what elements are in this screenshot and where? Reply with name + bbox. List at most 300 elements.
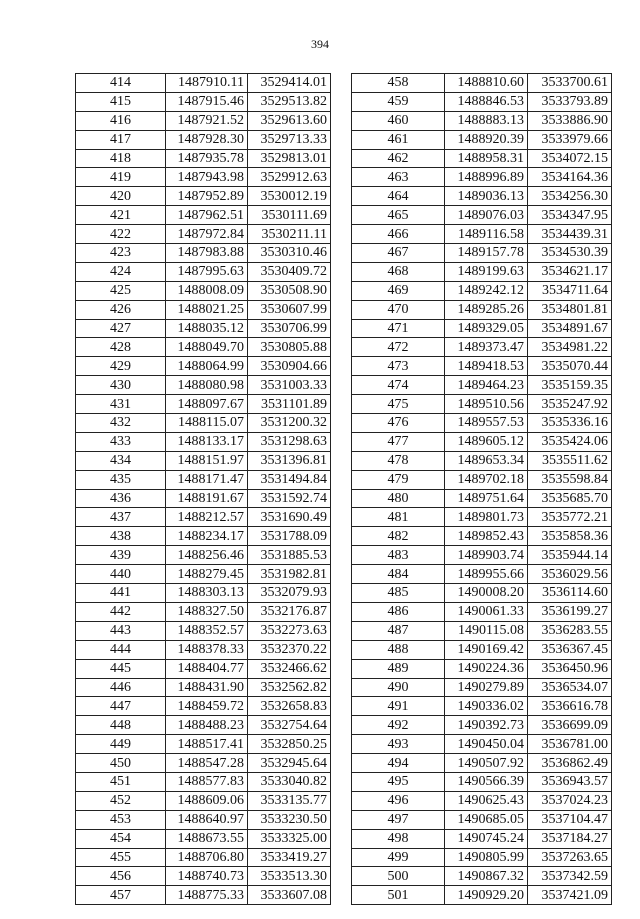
point-number-cell: 460 — [352, 111, 445, 130]
table-row — [76, 414, 331, 433]
point-number-cell: 481 — [352, 508, 445, 527]
x-coordinate-cell: 1490929.20 — [445, 886, 528, 905]
point-number-cell: 486 — [352, 602, 445, 621]
point-number-cell: 474 — [352, 376, 445, 395]
point-number-cell: 429 — [76, 357, 166, 376]
point-number-cell: 497 — [352, 810, 445, 829]
point-number-cell: 462 — [352, 149, 445, 168]
y-coordinate-cell: 3530805.88 — [248, 338, 331, 357]
x-coordinate-cell: 1490224.36 — [445, 659, 528, 678]
table-row — [76, 640, 331, 659]
table-row — [352, 395, 612, 414]
point-number-cell: 470 — [352, 300, 445, 319]
y-coordinate-cell: 3532562.82 — [248, 678, 331, 697]
x-coordinate-cell: 1490392.73 — [445, 716, 528, 735]
y-coordinate-cell: 3533607.08 — [248, 886, 331, 905]
x-coordinate-cell: 1488049.70 — [166, 338, 248, 357]
x-coordinate-cell: 1488256.46 — [166, 546, 248, 565]
point-number-cell: 430 — [76, 376, 166, 395]
point-number-cell: 468 — [352, 262, 445, 281]
x-coordinate-cell: 1489076.03 — [445, 206, 528, 225]
y-coordinate-cell: 3531494.84 — [248, 470, 331, 489]
y-coordinate-cell: 3532658.83 — [248, 697, 331, 716]
x-coordinate-cell: 1488517.41 — [166, 735, 248, 754]
x-coordinate-cell: 1488609.06 — [166, 791, 248, 810]
table-row — [76, 470, 331, 489]
y-coordinate-cell: 3536943.57 — [528, 772, 612, 791]
x-coordinate-cell: 1488064.99 — [166, 357, 248, 376]
y-coordinate-cell: 3535070.44 — [528, 357, 612, 376]
point-number-cell: 440 — [76, 565, 166, 584]
table-row — [76, 262, 331, 281]
table-row — [352, 74, 612, 93]
y-coordinate-cell: 3533325.00 — [248, 829, 331, 848]
x-coordinate-cell: 1488133.17 — [166, 432, 248, 451]
point-number-cell: 454 — [76, 829, 166, 848]
table-row — [352, 697, 612, 716]
y-coordinate-cell: 3532273.63 — [248, 621, 331, 640]
table-row — [352, 281, 612, 300]
y-coordinate-cell: 3535336.16 — [528, 414, 612, 433]
point-number-cell: 456 — [76, 867, 166, 886]
y-coordinate-cell: 3533419.27 — [248, 848, 331, 867]
x-coordinate-cell: 1488080.98 — [166, 376, 248, 395]
table-row — [76, 357, 331, 376]
y-coordinate-cell: 3530607.99 — [248, 300, 331, 319]
x-coordinate-cell: 1488640.97 — [166, 810, 248, 829]
table-row — [76, 527, 331, 546]
point-number-cell: 494 — [352, 754, 445, 773]
table-row — [352, 527, 612, 546]
point-number-cell: 458 — [352, 74, 445, 93]
x-coordinate-cell: 1487921.52 — [166, 111, 248, 130]
table-row — [352, 149, 612, 168]
table-row — [76, 584, 331, 603]
table-row — [352, 432, 612, 451]
table-row — [76, 772, 331, 791]
x-coordinate-cell: 1488303.13 — [166, 584, 248, 603]
point-number-cell: 428 — [76, 338, 166, 357]
y-coordinate-cell: 3531982.81 — [248, 565, 331, 584]
point-number-cell: 496 — [352, 791, 445, 810]
x-coordinate-cell: 1488035.12 — [166, 319, 248, 338]
x-coordinate-cell: 1489955.66 — [445, 565, 528, 584]
point-number-cell: 469 — [352, 281, 445, 300]
table-row — [352, 791, 612, 810]
point-number-cell: 457 — [76, 886, 166, 905]
point-number-cell: 484 — [352, 565, 445, 584]
y-coordinate-cell: 3537024.23 — [528, 791, 612, 810]
table-row — [76, 300, 331, 319]
y-coordinate-cell: 3535685.70 — [528, 489, 612, 508]
point-number-cell: 425 — [76, 281, 166, 300]
x-coordinate-cell: 1487995.63 — [166, 262, 248, 281]
point-number-cell: 424 — [76, 262, 166, 281]
y-coordinate-cell: 3530310.46 — [248, 244, 331, 263]
table-row — [352, 338, 612, 357]
coordinates-table-right — [351, 73, 612, 905]
x-coordinate-cell: 1488279.45 — [166, 565, 248, 584]
table-row — [76, 791, 331, 810]
table-row — [352, 414, 612, 433]
x-coordinate-cell: 1488488.23 — [166, 716, 248, 735]
point-number-cell: 439 — [76, 546, 166, 565]
x-coordinate-cell: 1487910.11 — [166, 74, 248, 93]
table-row — [352, 678, 612, 697]
table-row — [352, 735, 612, 754]
point-number-cell: 471 — [352, 319, 445, 338]
table-row — [76, 848, 331, 867]
y-coordinate-cell: 3537421.09 — [528, 886, 612, 905]
y-coordinate-cell: 3535772.21 — [528, 508, 612, 527]
y-coordinate-cell: 3534801.81 — [528, 300, 612, 319]
y-coordinate-cell: 3530211.11 — [248, 225, 331, 244]
point-number-cell: 464 — [352, 187, 445, 206]
point-number-cell: 485 — [352, 584, 445, 603]
y-coordinate-cell: 3532370.22 — [248, 640, 331, 659]
x-coordinate-cell: 1488431.90 — [166, 678, 248, 697]
table-row — [352, 546, 612, 565]
point-number-cell: 417 — [76, 130, 166, 149]
page-number: 394 — [311, 37, 329, 51]
table-row — [76, 886, 331, 905]
y-coordinate-cell: 3531298.63 — [248, 432, 331, 451]
point-number-cell: 477 — [352, 432, 445, 451]
x-coordinate-cell: 1488459.72 — [166, 697, 248, 716]
table-row — [76, 659, 331, 678]
point-number-cell: 437 — [76, 508, 166, 527]
x-coordinate-cell: 1488151.97 — [166, 451, 248, 470]
point-number-cell: 427 — [76, 319, 166, 338]
y-coordinate-cell: 3529513.82 — [248, 92, 331, 111]
x-coordinate-cell: 1489605.12 — [445, 432, 528, 451]
table-row — [352, 659, 612, 678]
y-coordinate-cell: 3533886.90 — [528, 111, 612, 130]
y-coordinate-cell: 3534891.67 — [528, 319, 612, 338]
coordinates-table-right-body — [352, 74, 612, 905]
table-row — [76, 867, 331, 886]
y-coordinate-cell: 3536114.60 — [528, 584, 612, 603]
table-row — [76, 92, 331, 111]
y-coordinate-cell: 3531003.33 — [248, 376, 331, 395]
table-row — [76, 111, 331, 130]
point-number-cell: 415 — [76, 92, 166, 111]
y-coordinate-cell: 3533513.30 — [248, 867, 331, 886]
table-row — [76, 602, 331, 621]
x-coordinate-cell: 1489903.74 — [445, 546, 528, 565]
point-number-cell: 441 — [76, 584, 166, 603]
y-coordinate-cell: 3536367.45 — [528, 640, 612, 659]
point-number-cell: 453 — [76, 810, 166, 829]
table-row — [76, 168, 331, 187]
x-coordinate-cell: 1489285.26 — [445, 300, 528, 319]
point-number-cell: 488 — [352, 640, 445, 659]
y-coordinate-cell: 3536699.09 — [528, 716, 612, 735]
point-number-cell: 482 — [352, 527, 445, 546]
x-coordinate-cell: 1490867.32 — [445, 867, 528, 886]
y-coordinate-cell: 3533040.82 — [248, 772, 331, 791]
point-number-cell: 452 — [76, 791, 166, 810]
x-coordinate-cell: 1489329.05 — [445, 319, 528, 338]
y-coordinate-cell: 3536283.55 — [528, 621, 612, 640]
table-row — [76, 678, 331, 697]
point-number-cell: 433 — [76, 432, 166, 451]
y-coordinate-cell: 3534439.31 — [528, 225, 612, 244]
y-coordinate-cell: 3530409.72 — [248, 262, 331, 281]
coordinates-table-left-body — [76, 74, 331, 905]
point-number-cell: 416 — [76, 111, 166, 130]
y-coordinate-cell: 3534981.22 — [528, 338, 612, 357]
x-coordinate-cell: 1488920.39 — [445, 130, 528, 149]
table-row — [352, 187, 612, 206]
point-number-cell: 436 — [76, 489, 166, 508]
point-number-cell: 434 — [76, 451, 166, 470]
point-number-cell: 448 — [76, 716, 166, 735]
y-coordinate-cell: 3535858.36 — [528, 527, 612, 546]
table-row — [352, 168, 612, 187]
table-row — [352, 319, 612, 338]
table-row — [352, 886, 612, 905]
x-coordinate-cell: 1489510.56 — [445, 395, 528, 414]
table-row — [352, 262, 612, 281]
x-coordinate-cell: 1489199.63 — [445, 262, 528, 281]
x-coordinate-cell: 1488212.57 — [166, 508, 248, 527]
point-number-cell: 475 — [352, 395, 445, 414]
x-coordinate-cell: 1487928.30 — [166, 130, 248, 149]
x-coordinate-cell: 1488740.73 — [166, 867, 248, 886]
y-coordinate-cell: 3533979.66 — [528, 130, 612, 149]
point-number-cell: 472 — [352, 338, 445, 357]
y-coordinate-cell: 3531592.74 — [248, 489, 331, 508]
point-number-cell: 432 — [76, 414, 166, 433]
table-row — [76, 508, 331, 527]
table-row — [76, 395, 331, 414]
table-row — [76, 829, 331, 848]
table-row — [76, 319, 331, 338]
point-number-cell: 447 — [76, 697, 166, 716]
x-coordinate-cell: 1489801.73 — [445, 508, 528, 527]
x-coordinate-cell: 1488008.09 — [166, 281, 248, 300]
y-coordinate-cell: 3534711.64 — [528, 281, 612, 300]
y-coordinate-cell: 3530508.90 — [248, 281, 331, 300]
y-coordinate-cell: 3531690.49 — [248, 508, 331, 527]
y-coordinate-cell: 3536029.56 — [528, 565, 612, 584]
x-coordinate-cell: 1490685.05 — [445, 810, 528, 829]
table-row — [76, 621, 331, 640]
table-row — [352, 111, 612, 130]
point-number-cell: 490 — [352, 678, 445, 697]
table-row — [352, 640, 612, 659]
y-coordinate-cell: 3532176.87 — [248, 602, 331, 621]
x-coordinate-cell: 1490450.04 — [445, 735, 528, 754]
x-coordinate-cell: 1489557.53 — [445, 414, 528, 433]
x-coordinate-cell: 1489157.78 — [445, 244, 528, 263]
table-row — [352, 225, 612, 244]
table-row — [352, 754, 612, 773]
y-coordinate-cell: 3532850.25 — [248, 735, 331, 754]
table-row — [352, 867, 612, 886]
x-coordinate-cell: 1489751.64 — [445, 489, 528, 508]
y-coordinate-cell: 3534164.36 — [528, 168, 612, 187]
table-row — [76, 206, 331, 225]
y-coordinate-cell: 3533793.89 — [528, 92, 612, 111]
table-row — [76, 244, 331, 263]
x-coordinate-cell: 1488577.83 — [166, 772, 248, 791]
x-coordinate-cell: 1490115.08 — [445, 621, 528, 640]
table-row — [352, 206, 612, 225]
point-number-cell: 414 — [76, 74, 166, 93]
y-coordinate-cell: 3537263.65 — [528, 848, 612, 867]
x-coordinate-cell: 1488547.28 — [166, 754, 248, 773]
point-number-cell: 421 — [76, 206, 166, 225]
table-row — [352, 376, 612, 395]
point-number-cell: 467 — [352, 244, 445, 263]
x-coordinate-cell: 1489852.43 — [445, 527, 528, 546]
table-row — [76, 451, 331, 470]
y-coordinate-cell: 3529713.33 — [248, 130, 331, 149]
x-coordinate-cell: 1488996.89 — [445, 168, 528, 187]
x-coordinate-cell: 1488958.31 — [445, 149, 528, 168]
x-coordinate-cell: 1487915.46 — [166, 92, 248, 111]
x-coordinate-cell: 1489373.47 — [445, 338, 528, 357]
table-row — [76, 338, 331, 357]
point-number-cell: 438 — [76, 527, 166, 546]
table-row — [352, 92, 612, 111]
y-coordinate-cell: 3535159.35 — [528, 376, 612, 395]
point-number-cell: 442 — [76, 602, 166, 621]
table-row — [352, 848, 612, 867]
y-coordinate-cell: 3536199.27 — [528, 602, 612, 621]
point-number-cell: 450 — [76, 754, 166, 773]
table-row — [76, 716, 331, 735]
y-coordinate-cell: 3535944.14 — [528, 546, 612, 565]
y-coordinate-cell: 3533230.50 — [248, 810, 331, 829]
point-number-cell: 455 — [76, 848, 166, 867]
table-row — [76, 697, 331, 716]
table-row — [352, 244, 612, 263]
y-coordinate-cell: 3537184.27 — [528, 829, 612, 848]
x-coordinate-cell: 1488810.60 — [445, 74, 528, 93]
table-row — [76, 74, 331, 93]
table-row — [76, 187, 331, 206]
table-row — [76, 225, 331, 244]
coordinates-table-left — [75, 73, 331, 905]
table-row — [76, 810, 331, 829]
y-coordinate-cell: 3534347.95 — [528, 206, 612, 225]
point-number-cell: 418 — [76, 149, 166, 168]
y-coordinate-cell: 3532466.62 — [248, 659, 331, 678]
table-row — [352, 357, 612, 376]
x-coordinate-cell: 1488191.67 — [166, 489, 248, 508]
x-coordinate-cell: 1489036.13 — [445, 187, 528, 206]
x-coordinate-cell: 1488883.13 — [445, 111, 528, 130]
x-coordinate-cell: 1489653.34 — [445, 451, 528, 470]
point-number-cell: 473 — [352, 357, 445, 376]
x-coordinate-cell: 1488234.17 — [166, 527, 248, 546]
x-coordinate-cell: 1490566.39 — [445, 772, 528, 791]
y-coordinate-cell: 3536534.07 — [528, 678, 612, 697]
point-number-cell: 445 — [76, 659, 166, 678]
y-coordinate-cell: 3531200.32 — [248, 414, 331, 433]
x-coordinate-cell: 1488673.55 — [166, 829, 248, 848]
y-coordinate-cell: 3535424.06 — [528, 432, 612, 451]
point-number-cell: 493 — [352, 735, 445, 754]
x-coordinate-cell: 1487952.89 — [166, 187, 248, 206]
y-coordinate-cell: 3534072.15 — [528, 149, 612, 168]
x-coordinate-cell: 1488404.77 — [166, 659, 248, 678]
x-coordinate-cell: 1488021.25 — [166, 300, 248, 319]
x-coordinate-cell: 1488115.07 — [166, 414, 248, 433]
table-row — [352, 130, 612, 149]
y-coordinate-cell: 3534530.39 — [528, 244, 612, 263]
y-coordinate-cell: 3533700.61 — [528, 74, 612, 93]
point-number-cell: 426 — [76, 300, 166, 319]
y-coordinate-cell: 3531885.53 — [248, 546, 331, 565]
x-coordinate-cell: 1490625.43 — [445, 791, 528, 810]
y-coordinate-cell: 3531396.81 — [248, 451, 331, 470]
x-coordinate-cell: 1488327.50 — [166, 602, 248, 621]
x-coordinate-cell: 1488846.53 — [445, 92, 528, 111]
point-number-cell: 479 — [352, 470, 445, 489]
y-coordinate-cell: 3529912.63 — [248, 168, 331, 187]
y-coordinate-cell: 3532945.64 — [248, 754, 331, 773]
x-coordinate-cell: 1487935.78 — [166, 149, 248, 168]
point-number-cell: 487 — [352, 621, 445, 640]
table-row — [76, 754, 331, 773]
x-coordinate-cell: 1490279.89 — [445, 678, 528, 697]
point-number-cell: 483 — [352, 546, 445, 565]
table-row — [352, 716, 612, 735]
y-coordinate-cell: 3532754.64 — [248, 716, 331, 735]
x-coordinate-cell: 1489116.58 — [445, 225, 528, 244]
point-number-cell: 500 — [352, 867, 445, 886]
table-row — [76, 432, 331, 451]
point-number-cell: 435 — [76, 470, 166, 489]
table-row — [352, 565, 612, 584]
point-number-cell: 495 — [352, 772, 445, 791]
point-number-cell: 491 — [352, 697, 445, 716]
x-coordinate-cell: 1490507.92 — [445, 754, 528, 773]
x-coordinate-cell: 1489702.18 — [445, 470, 528, 489]
y-coordinate-cell: 3535598.84 — [528, 470, 612, 489]
y-coordinate-cell: 3535247.92 — [528, 395, 612, 414]
x-coordinate-cell: 1488775.33 — [166, 886, 248, 905]
y-coordinate-cell: 3537342.59 — [528, 867, 612, 886]
x-coordinate-cell: 1487983.88 — [166, 244, 248, 263]
x-coordinate-cell: 1489464.23 — [445, 376, 528, 395]
x-coordinate-cell: 1488706.80 — [166, 848, 248, 867]
table-row — [352, 300, 612, 319]
table-row — [76, 489, 331, 508]
x-coordinate-cell: 1490169.42 — [445, 640, 528, 659]
table-row — [352, 508, 612, 527]
point-number-cell: 449 — [76, 735, 166, 754]
point-number-cell: 423 — [76, 244, 166, 263]
x-coordinate-cell: 1488171.47 — [166, 470, 248, 489]
point-number-cell: 480 — [352, 489, 445, 508]
point-number-cell: 459 — [352, 92, 445, 111]
point-number-cell: 478 — [352, 451, 445, 470]
y-coordinate-cell: 3531101.89 — [248, 395, 331, 414]
y-coordinate-cell: 3531788.09 — [248, 527, 331, 546]
x-coordinate-cell: 1488378.33 — [166, 640, 248, 659]
point-number-cell: 489 — [352, 659, 445, 678]
x-coordinate-cell: 1488097.67 — [166, 395, 248, 414]
table-row — [352, 602, 612, 621]
y-coordinate-cell: 3536450.96 — [528, 659, 612, 678]
point-number-cell: 431 — [76, 395, 166, 414]
y-coordinate-cell: 3535511.62 — [528, 451, 612, 470]
